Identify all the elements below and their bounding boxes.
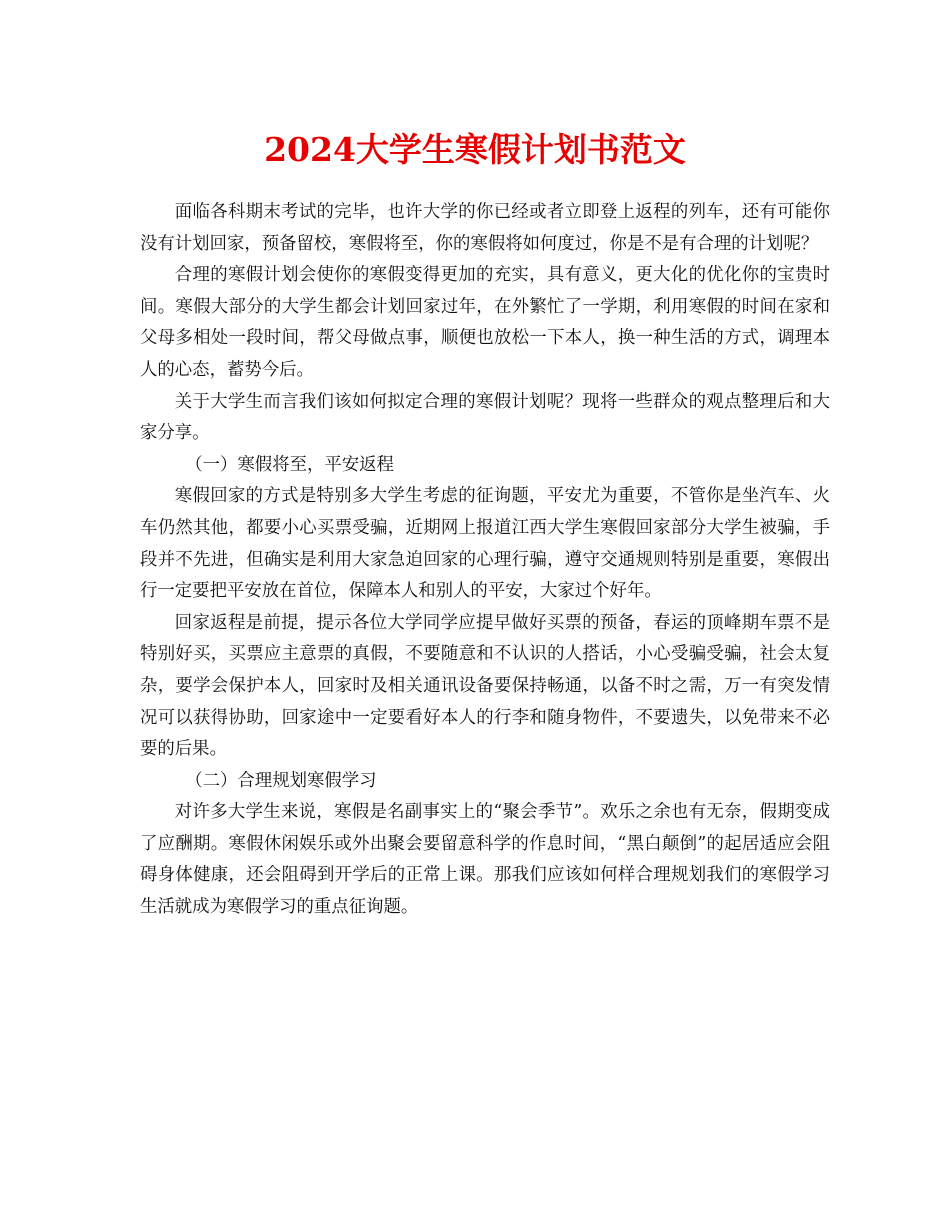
- document-title: 2024大学生寒假计划书范文: [264, 130, 686, 169]
- paragraph-travel-safety: 寒假回家的方式是特别多大学生考虑的征询题，平安尤为重要，不管你是坐汽车、火车仍然其他，都要小心买票受骗，近期网上报道江西大学生寒假回家部分大学生被骗，手段并不先进，但确实是利用大家急迫回家的心理行骗，遵守交通规则特别是重要，寒假出行一定要把平安放在首位，保障本人和别人的平安，大家过个好年。: [140, 486, 830, 602]
- paragraph-share: 关于大学生而言我们该如何拟定合理的寒假计划呢？现将一些群众的观点整理后和大家分享。: [140, 391, 830, 444]
- section-heading-study-plan: （二）合理规划寒假学习: [185, 770, 377, 791]
- paragraph-study-plan: 对许多大学生来说，寒假是名副事实上的“聚会季节”。欢乐之余也有无奈，假期变成了应酬期。寒假休闲娱乐或外出聚会要留意科学的作息时间，“黑白颠倒”的起居适应会阻碍身体健康，还会阻碍到开学后的正常上课。那我们应该如何样合理规划我们的寒假学习生活就成为寒假学习的重点征询题。: [140, 802, 830, 918]
- paragraph-plan-value: 合理的寒假计划会使你的寒假变得更加的充实，具有意义，更大化的优化你的宝贵时间。寒假大部分的大学生都会计划回家过年，在外繁忙了一学期，利用寒假的时间在家和父母多相处一段时间，帮父母做点事，顺便也放松一下本人，换一种生活的方式，调理本人的心态，蓄势今后。: [140, 265, 830, 380]
- section-heading-safe-return: （一）寒假将至，平安返程: [185, 454, 394, 475]
- document-body: [140, 197, 830, 924]
- paragraph-ticket-tips: 回家返程是前提，提示各位大学同学应提早做好买票的预备，春运的顶峰期车票不是特别好买，买票应主意票的真假，不要随意和不认识的人搭话，小心受骗受骗，社会太复杂，要学会保护本人，回家时及相关通讯设备要保持畅通，以备不时之需，万一有突发情况可以获得协助，回家途中一定要看好本人的行李和随身物件，不要遗失，以免带来不必要的后果。: [140, 612, 830, 760]
- paragraph-intro: 面临各科期末考试的完毕，也许大学的你已经或者立即登上返程的列车，还有可能你没有计划回家，预备留校，寒假将至，你的寒假将如何度过，你是不是有合理的计划呢？: [140, 202, 830, 254]
